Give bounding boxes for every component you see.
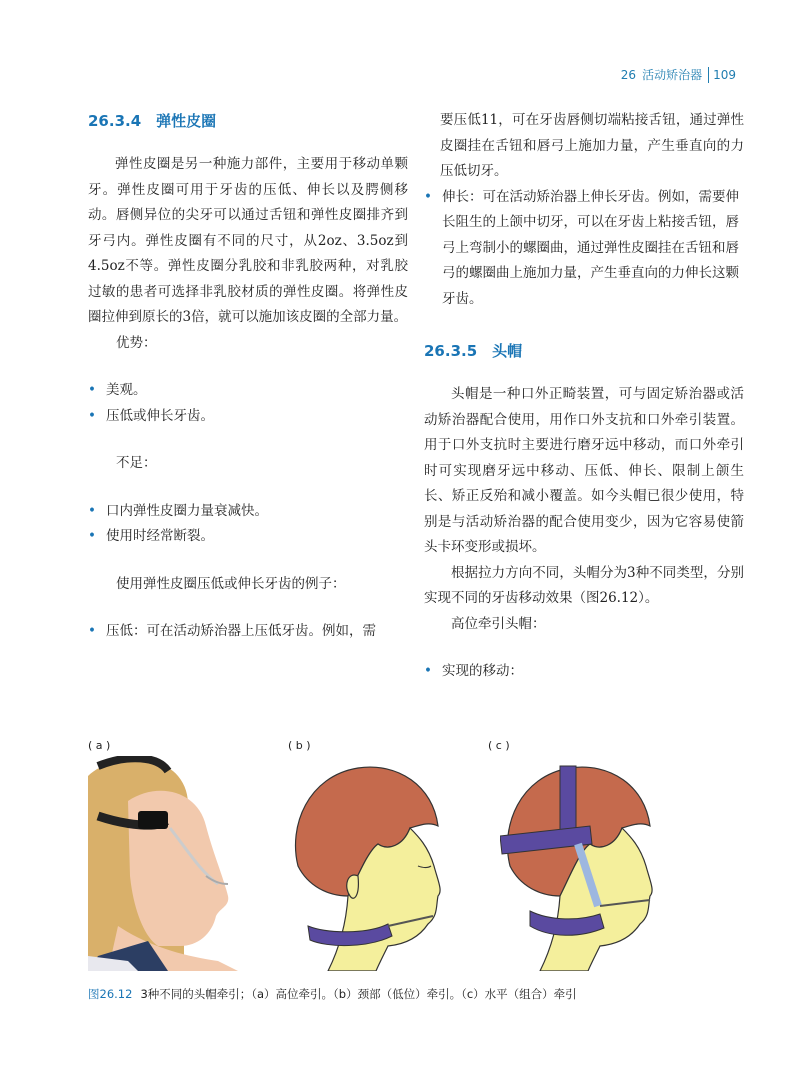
- page-number: 109: [713, 67, 736, 82]
- right-column: [424, 108, 744, 685]
- disadvantages-label: 不足：: [116, 455, 157, 471]
- list-item: • 使用时经常断裂。: [88, 524, 408, 550]
- bullet-icon: •: [424, 188, 432, 205]
- bullet-icon: •: [88, 382, 96, 398]
- bullet-icon: •: [88, 407, 96, 424]
- advantages-label: 优势：: [116, 334, 157, 351]
- figure-caption: [88, 986, 577, 1002]
- bullet-icon: •: [88, 528, 96, 544]
- list-item: • 实现的移动：: [424, 659, 744, 685]
- figure-sketch-combination: [500, 756, 660, 971]
- example-label: 使用弹性皮圈压低或伸长牙齿的例子：: [116, 575, 346, 592]
- chapter-number: 26: [620, 67, 637, 82]
- bullet-icon: •: [424, 663, 432, 679]
- elastics-paragraph: 弹性皮圈是另一种施力部件，主要用于移动单颗牙。弹性皮圈可用于牙齿的压低、伸长以及腭侧移动。唇侧异位的尖牙可以通过舌钮和弹性皮圈排齐到牙弓内。弹性皮圈有不同的尺寸，从2oz、3.5oz到4.5oz不等。弹性皮圈分乳胶和非乳胶两种，对乳胶过敏的患者可选择非乳胶材质的弹性皮圈。将弹性皮圈拉伸到原长的3倍，就可以施加该皮圈的全部力量。: [88, 156, 408, 325]
- bullet-icon: •: [88, 623, 96, 639]
- section-title-elastics: 26.3.4 弹性皮圈: [88, 112, 217, 130]
- figure-caption-text: 3种不同的头帽牵引；（a）高位牵引。（b）颈部（低位）牵引。（c）水平（组合）牵引: [140, 987, 577, 1001]
- continued-text: 要压低11，可在牙齿唇侧切端粘接舌钮，通过弹性皮圈挂在舌钮和唇弓上施加力量，产生垂直向的力压低切牙。: [440, 112, 744, 179]
- bullet-icon: •: [88, 502, 96, 519]
- figure-sketch-cervical: [288, 756, 448, 971]
- list-item: • 口内弹性皮圈力量衰减快。: [88, 499, 408, 525]
- figure-photo-high-pull: [88, 756, 238, 971]
- headgear-types-paragraph: 根据拉力方向不同，头帽分为3种不同类型，分别实现不同的牙齿移动效果（图26.12）。: [424, 564, 744, 606]
- figure-label-c: ( c ): [488, 739, 510, 752]
- list-item: • 压低：可在活动矫治器上压低牙齿。例如，需: [88, 619, 408, 645]
- list-item: • 压低或伸长牙齿。: [88, 404, 408, 430]
- running-header: [621, 66, 736, 83]
- list-item: • 美观。: [88, 378, 408, 404]
- header-divider: [708, 67, 709, 83]
- figure-label-b: ( b ): [288, 739, 311, 752]
- list-item: • 伸长：可在活动矫治器上伸长牙齿。例如，需要伸长阻生的上颌中切牙，可以在牙齿上粘接舌钮，唇弓上弯制小的螺圈曲，通过弹性皮圈挂在舌钮和唇弓的螺圈曲上施加力量，产生垂直向的力伸长这颗牙齿。: [424, 185, 744, 313]
- high-pull-label: 高位牵引头帽：: [451, 615, 546, 632]
- figure-number: 图26.12: [88, 987, 133, 1001]
- section-title-headgear: 26.3.5 头帽: [424, 342, 523, 360]
- chapter-title: 活动矫治器: [642, 68, 703, 82]
- figure-label-a: ( a ): [88, 739, 111, 752]
- left-column: [88, 108, 408, 645]
- headgear-paragraph: 头帽是一种口外正畸装置，可与固定矫治器或活动矫治器配合使用，用作口外支抗和口外牵引装置。用于口外支抗时主要进行磨牙远中移动，而口外牵引时可实现磨牙远中移动、压低、伸长、限制上颌生长、矫正反殆和减小覆盖。如今头帽已很少使用，特别是与活动矫治器的配合使用变少，因为它容易使箭头卡环变形或损坏。: [424, 386, 744, 555]
